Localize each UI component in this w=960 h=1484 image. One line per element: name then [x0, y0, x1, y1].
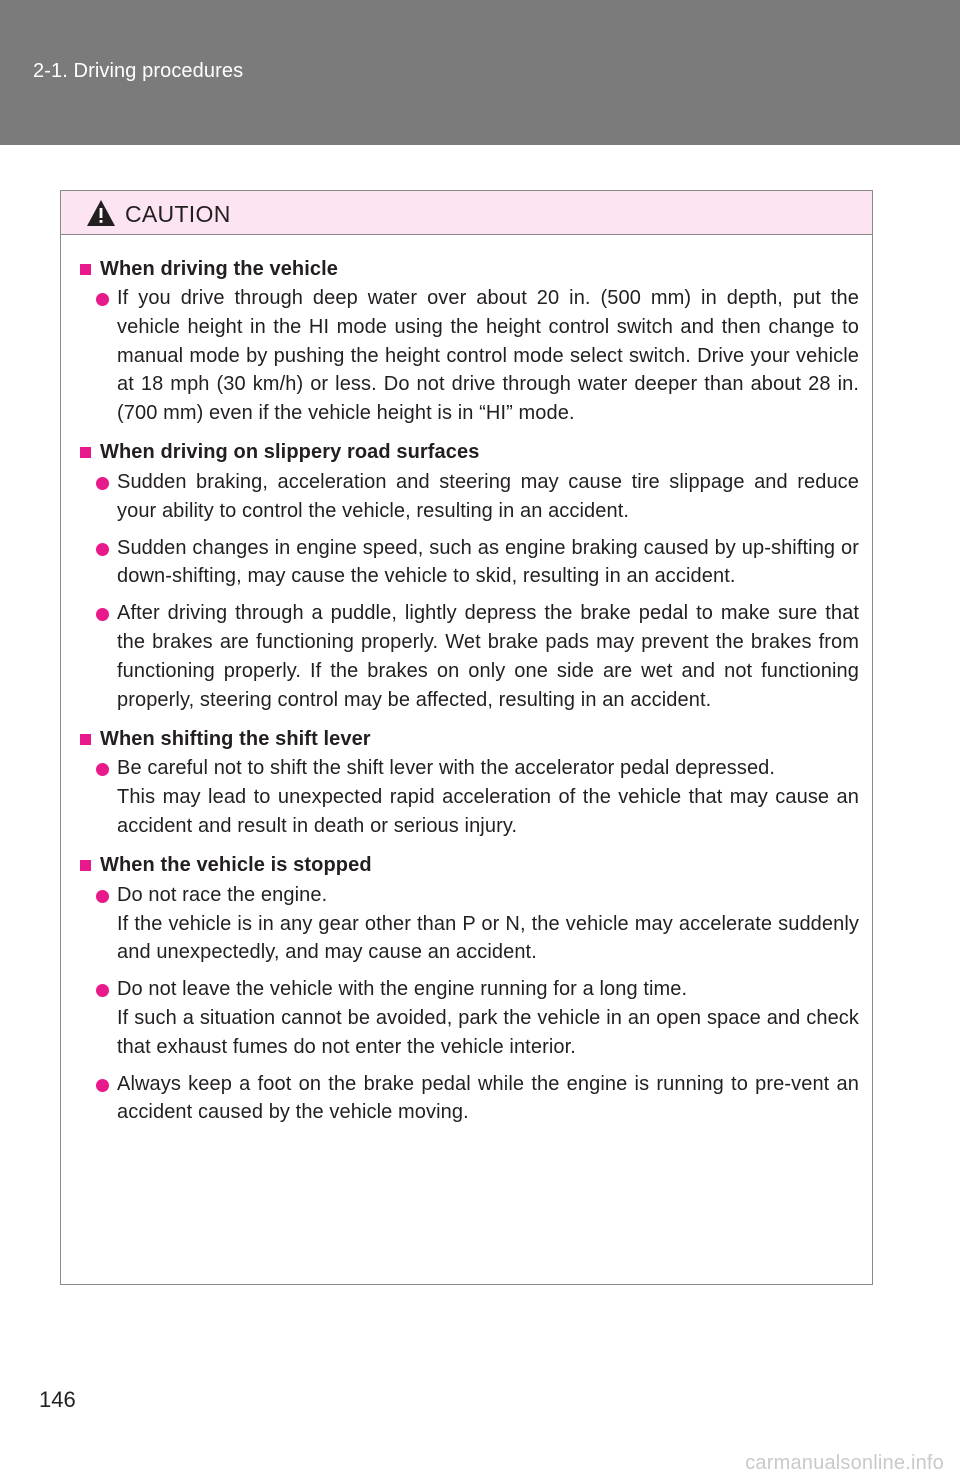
caution-section [80, 254, 859, 428]
section-heading [80, 724, 859, 754]
section-heading [80, 254, 859, 284]
bullet-text: Sudden braking, acceleration and steering may cause tire slippage and reduce your ability to control the vehicle, resulting in an accident. [117, 470, 859, 522]
square-bullet-icon [80, 860, 91, 871]
round-bullet-icon [96, 984, 109, 997]
bullet-text: Do not leave the vehicle with the engine running for a long time. [117, 978, 688, 1001]
bullet-item [88, 468, 859, 526]
section-heading-text: When shifting the shift lever [100, 727, 371, 750]
round-bullet-icon [96, 890, 109, 903]
square-bullet-icon [80, 447, 91, 458]
section-title: 2-1. Driving procedures [33, 60, 244, 82]
bullet-text: Be careful not to shift the shift lever with the accelerator pedal depressed. [117, 757, 776, 780]
bullet-text: Always keep a foot on the brake pedal while the engine is running to pre-vent an accident caused by the vehicle moving. [117, 1072, 859, 1124]
bullet-item [88, 881, 859, 967]
caution-section [80, 438, 859, 714]
bullet-text: Do not race the engine. [117, 883, 328, 906]
caution-body [61, 235, 872, 1127]
round-bullet-icon [96, 477, 109, 490]
bullet-text: Sudden changes in engine speed, such as engine braking caused by up-shifting or down-shifting, may cause the vehicle to skid, resulting in an accident. [117, 536, 859, 588]
bullet-item [88, 599, 859, 714]
caution-header [61, 191, 872, 235]
round-bullet-icon [96, 1079, 109, 1092]
bullet-text: If you drive through deep water over about 20 in. (500 mm) in depth, put the vehicle height in the HI mode using the height control switch and then change to manual mode by pushing the height control mode select switch. Drive your vehicle at 18 mph (30 km/h) or less. Do not drive through water deeper than about 28 in. (700 mm) even if the vehicle height is in “HI” mode. [117, 287, 859, 425]
round-bullet-icon [96, 608, 109, 621]
section-heading-text: When driving on slippery road surfaces [100, 441, 480, 464]
caution-section [80, 851, 859, 1127]
watermark: carmanualsonline.info [745, 1452, 944, 1474]
caution-section [80, 724, 859, 840]
bullet-item [88, 534, 859, 592]
round-bullet-icon [96, 293, 109, 306]
caution-box [60, 190, 873, 1285]
bullet-text: This may lead to unexpected rapid acceleration of the vehicle that may cause an accident and result in death or serious injury. [117, 786, 859, 837]
round-bullet-icon [96, 763, 109, 776]
bullet-item [88, 1070, 859, 1128]
round-bullet-icon [96, 543, 109, 556]
bullet-item [88, 754, 859, 840]
warning-triangle-icon [86, 199, 116, 227]
header-band [0, 0, 960, 145]
bullet-item [88, 975, 859, 1061]
page-number: 146 [39, 1387, 76, 1412]
bullet-text: If such a situation cannot be avoided, park the vehicle in an open space and check that exhaust fumes do not enter the vehicle interior. [117, 1006, 859, 1058]
bullet-text: If the vehicle is in any gear other than P or N, the vehicle may accelerate suddenly and unexpectedly, and may cause an accident. [117, 912, 859, 964]
section-heading [80, 438, 859, 468]
square-bullet-icon [80, 264, 91, 275]
bullet-item [88, 284, 859, 428]
bullet-text: After driving through a puddle, lightly depress the brake pedal to make sure that the brakes are functioning properly. Wet brake pads may prevent the brakes from functioning properly. If the brakes on only one side are wet and not functioning properly, steering control may be affected, resulting in an accident. [117, 602, 859, 711]
caution-label: CAUTION [125, 201, 231, 227]
section-heading [80, 851, 859, 881]
section-heading-text: When driving the vehicle [100, 257, 338, 280]
section-heading-text: When the vehicle is stopped [100, 854, 372, 877]
square-bullet-icon [80, 734, 91, 745]
